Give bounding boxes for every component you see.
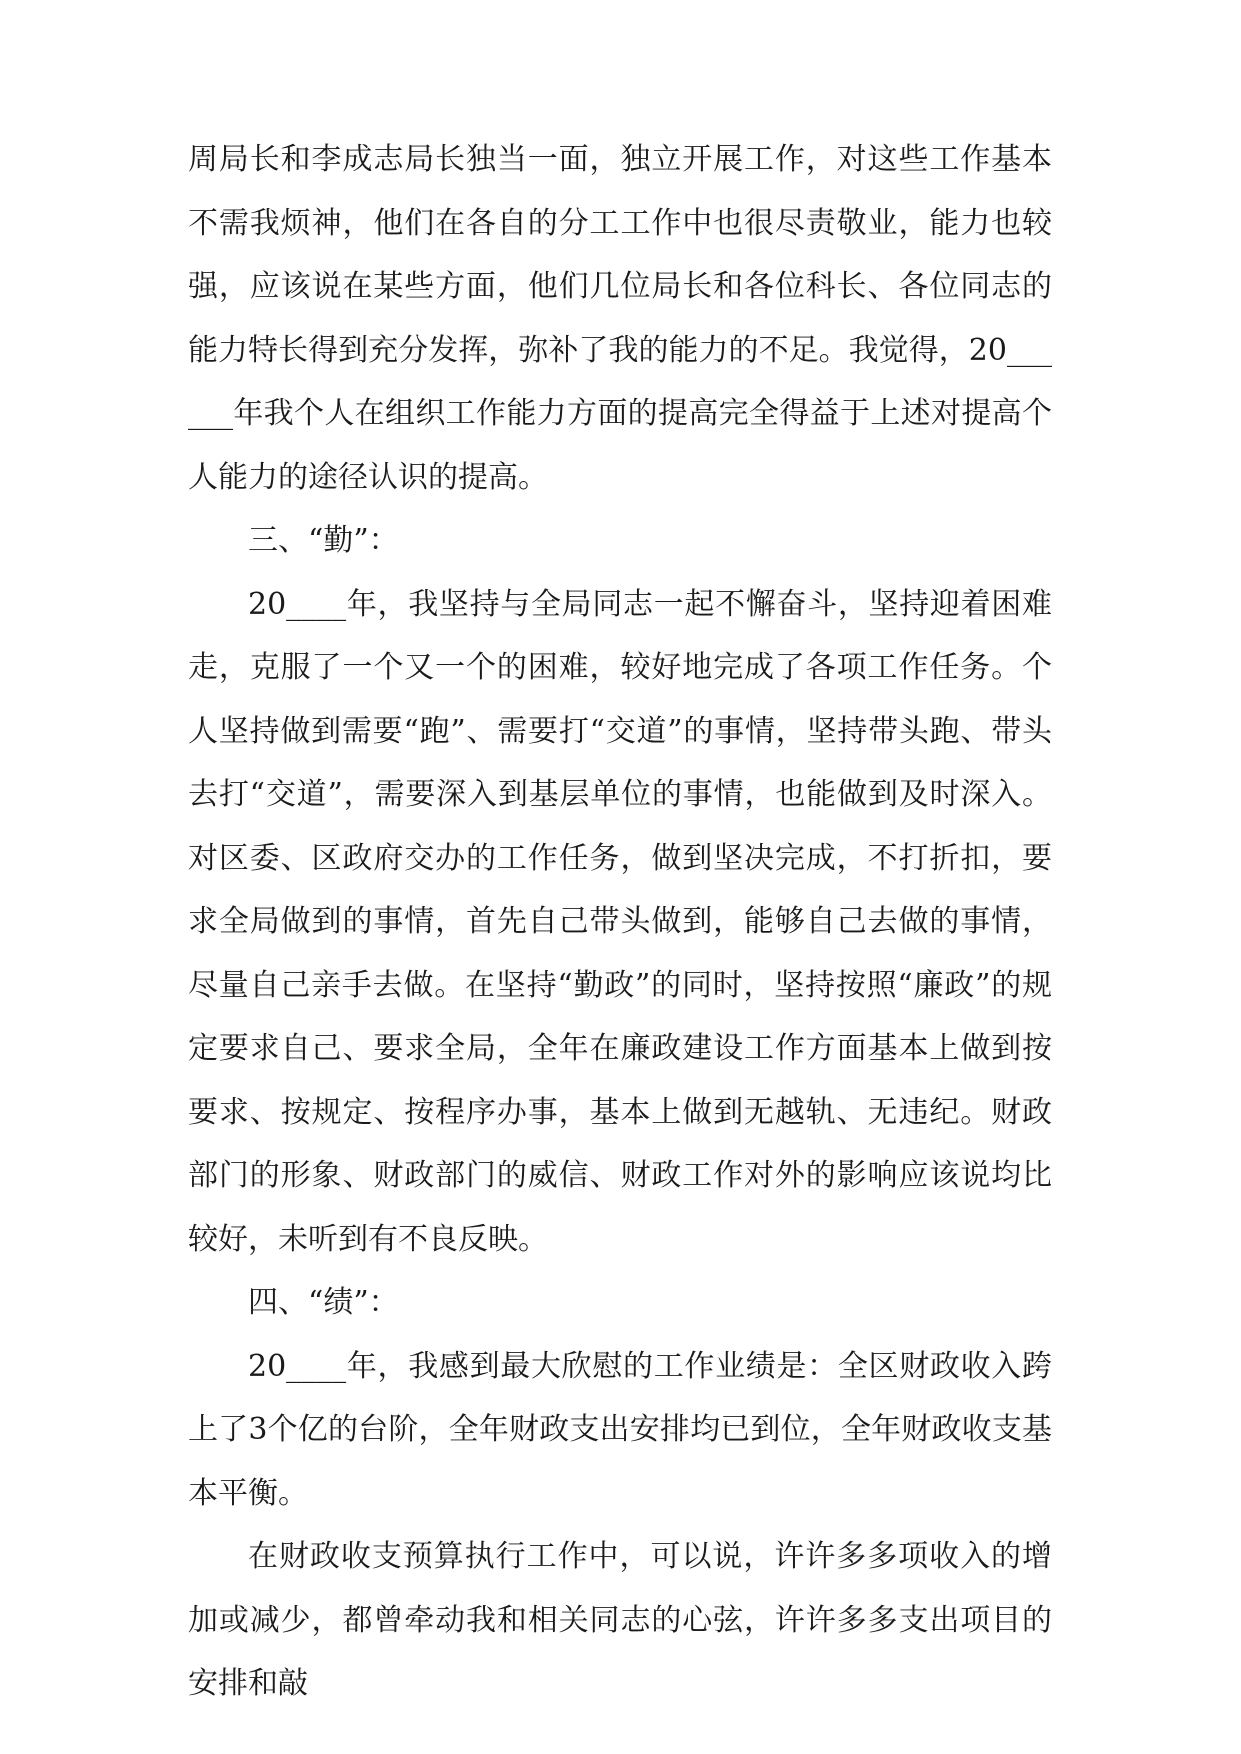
qin-paragraph: 20____年，我坚持与全局同志一起不懈奋斗，坚持迎着困难走，克服了一个又一个的困难，较好地完成了各项工作任务。个人坚持做到需要“跑”、需要打“交道”的事情，坚持带头跑、带头去打“交道”，需要深入到基层单位的事情，也能做到及时深入。对区委、区政府交办的工作任务，做到坚决完成，不打折扣，要求全局做到的事情，首先自己带头做到，能够自己去做的事情，尽量自己亲手去做。在坚持“勤政”的同时，坚持按照“廉政”的规定要求自己、要求全局，全年在廉政建设工作方面基本上做到按要求、按规定、按程序办事，基本上做到无越轨、无违纪。财政部门的形象、财政部门的威信、财政工作对外的影响应该说均比较好，未听到有不良反映。 (188, 586, 1052, 1257)
ji-paragraph: 20____年，我感到最大欣慰的工作业绩是：全区财政收入跨上了3个亿的台阶，全年财政支出安排均已到位，全年财政收支基本平衡。 (188, 1348, 1052, 1511)
document-body (188, 128, 1052, 1716)
section-heading-qin: 三、“勤”： (248, 523, 399, 558)
budget-paragraph: 在财政收支预算执行工作中，可以说，许许多多项收入的增加或减少，都曾牵动我和相关同志的心弦，许许多多支出项目的安排和敲 (188, 1539, 1052, 1701)
section-heading-ji: 四、“绩”： (248, 1285, 399, 1320)
continuation-paragraph: 周局长和李成志局长独当一面，独立开展工作，对这些工作基本不需我烦神，他们在各自的分工工作中也很尽责敬业，能力也较强，应该说在某些方面，他们几位局长和各位科长、各位同志的能力特长得到充分发挥，弥补了我的能力的不足。我觉得，20______年我个人在组织工作能力方面的提高完全得益于上述对提高个人能力的途径认识的提高。 (188, 142, 1052, 495)
